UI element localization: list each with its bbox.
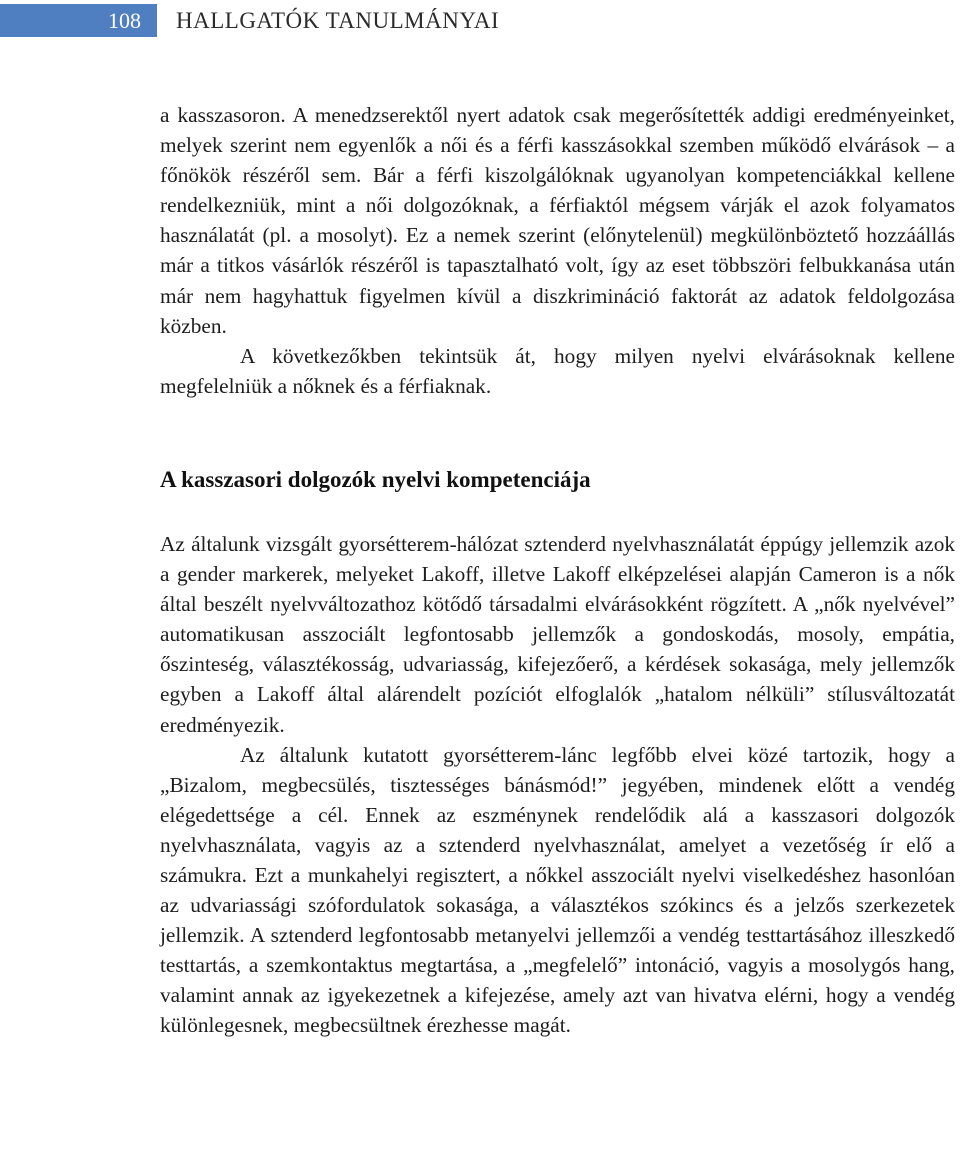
body-paragraph: a kasszasoron. A menedzserektől nyert adatok csak megerősítették addigi eredményeinket, melyek szerint nem egyenlők a női és a férfi kasszásokkal szemben működő elvárások – a főnökök részéről sem. Bár a férfi kiszolgálóknak ugyanolyan kompetenciákkal kellene rendelkezniük, mint a női dolgozóknak, a férfiaktól mégsem várják el azok folyamatos használatát (pl. a mosolyt). Ez a nemek szerint (előnytelenül) megkülönböztető hozzáállás már a titkos vásárlók részéről is tapasztalható volt, így az eset többszöri felbukkanása után már nem hagyhattuk figyelmen kívül a diszkrimináció faktorát az adatok feldolgozása közben. [160,103,955,338]
body-paragraph: Az általunk vizsgált gyorsétterem-hálózat sztenderd nyelvhasználatát éppúgy jellemzik azok a gender markerek, melyeket Lakoff, illetve Lakoff elképzelései alapján Cameron is a nők által beszélt nyelvváltozathoz kötődő társadalmi elvárásokként rögzített. A „nők nyelvével” automatikusan asszociált legfontosabb jellemzők a gondoskodás, mosoly, empátia, őszinteség, választékosság, udvariasság, kifejezőerő, a kérdések sokasága, mely jellemzők egyben a Lakoff által alárendelt pozíciót elfoglalók „hatalom nélküli” stílusváltozatát eredményezik. [160,531,955,737]
page-number-badge [0,4,157,37]
page-number: 108 [108,8,141,33]
running-title: HALLGATÓK TANULMÁNYAI [176,8,500,33]
spacer [160,495,955,529]
body-paragraph: Az általunk kutatott gyorsétterem-lánc legfőbb elvei közé tartozik, hogy a „Bizalom, megbecsülés, tisztességes bánásmód!” jegyében, mindenek előtt a vendég elégedettsége a cél. Ennek az eszménynek rendelődik alá a kasszasori dolgozók nyelvhasználata, vagyis az a sztenderd nyelvhasználat, amelyet a vezetőség ír elő a számukra. Ezt a munkahelyi regisztert, a nőkkel asszociált nyelvi viselkedéshez hasonlóan az udvariassági szófordulatok sokasága, a választékos szókincs és a jelzős szerkezetek jellemzik. A sztenderd legfontosabb metanyelvi jellemzői a vendég testtartásához illeszkedő testtartás, a szemkontaktus megtartása, a „megfelelő” intonáció, vagyis a mosolygós hang, valamint annak az igyekezetnek a kifejezése, amely azt van hivatva elérni, hogy a vendég különlegesnek, megbecsültnek érezhesse magát. [160,742,955,1038]
page-body [160,100,955,1041]
section-heading: A kasszasori dolgozók nyelvi kompetenciája [160,466,591,492]
spacer [160,401,955,465]
page-header [0,0,960,42]
body-paragraph: A következőkben tekintsük át, hogy milyen nyelvi elvárásoknak kellene megfelelniük a nőknek és a férfiaknak. [160,343,955,398]
